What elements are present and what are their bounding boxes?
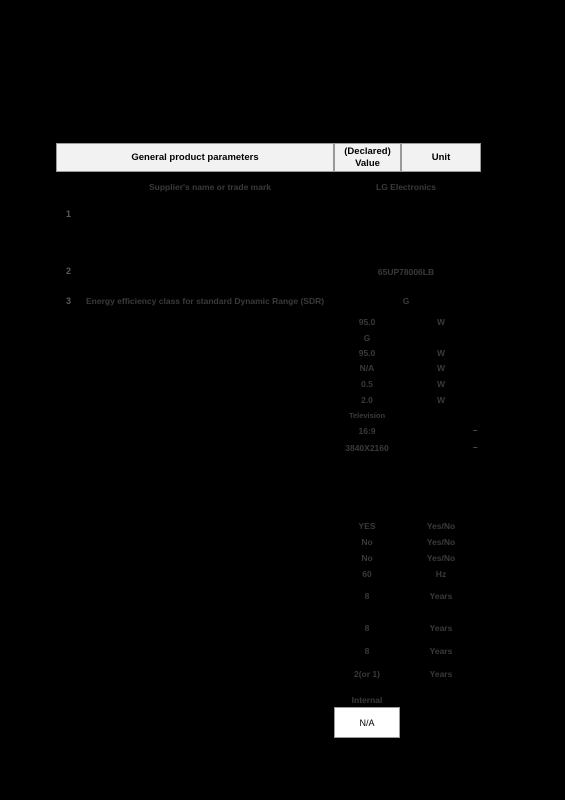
header-value-label-line2: Value (355, 157, 380, 169)
supplier-value: LG Electronics (376, 182, 436, 192)
supplier-label: Supplier's name or trade mark (148, 182, 272, 192)
header-params-label: General product parameters (131, 151, 259, 163)
display-type-value: Television (348, 411, 386, 420)
header-unit-cell (401, 143, 481, 172)
feature-unit: Hz (435, 569, 447, 579)
aspect-ratio-value: 16:9 (358, 426, 376, 436)
value-cell: 95.0 (358, 317, 376, 327)
feature-unit: Yes/No (426, 553, 456, 563)
unit-cell: W (436, 379, 446, 389)
dash-mark: – (473, 443, 478, 452)
row-number-2: 2 (66, 266, 72, 276)
feature-unit: Years (429, 623, 453, 633)
feature-value: 2(or 1) (354, 669, 380, 679)
external-power-supply-value: N/A (359, 717, 375, 728)
value-cell: 95.0 (358, 348, 376, 358)
header-unit-label: Unit (431, 151, 451, 163)
unit-cell: W (436, 348, 446, 358)
unit-cell: W (436, 317, 446, 327)
unit-cell: W (436, 395, 446, 405)
feature-value: No (361, 553, 373, 563)
feature-value: 8 (364, 623, 370, 633)
value-cell: 0.5 (361, 379, 373, 389)
feature-unit: Yes/No (426, 521, 456, 531)
row-number-1: 1 (66, 209, 72, 219)
dash-mark: – (473, 426, 478, 435)
feature-value: 8 (364, 591, 370, 601)
unit-cell: W (436, 363, 446, 373)
feature-value: 60 (362, 569, 372, 579)
feature-value: No (361, 537, 373, 547)
header-value-label-line1: (Declared) (344, 145, 391, 157)
feature-unit: Years (429, 591, 453, 601)
header-value-cell (334, 143, 401, 172)
power-supply-type: Internal (351, 695, 383, 705)
header-params-cell (56, 143, 334, 172)
value-cell: 2.0 (361, 395, 373, 405)
resolution-value: 3840X2160 (345, 443, 389, 453)
feature-value: 8 (364, 646, 370, 656)
feature-value: YES (358, 521, 376, 531)
row-number-3: 3 (66, 296, 72, 306)
model-value: 65UP78006LB (377, 267, 435, 277)
feature-unit: Years (429, 646, 453, 656)
feature-unit: Yes/No (426, 537, 456, 547)
value-cell: N/A (359, 363, 375, 373)
value-cell: G (363, 333, 371, 343)
feature-unit: Years (429, 669, 453, 679)
energy-class-label: Energy efficiency class for standard Dynamic Range (SDR) (86, 296, 325, 306)
external-power-supply-cell (334, 707, 400, 738)
energy-class-value: G (402, 296, 410, 306)
